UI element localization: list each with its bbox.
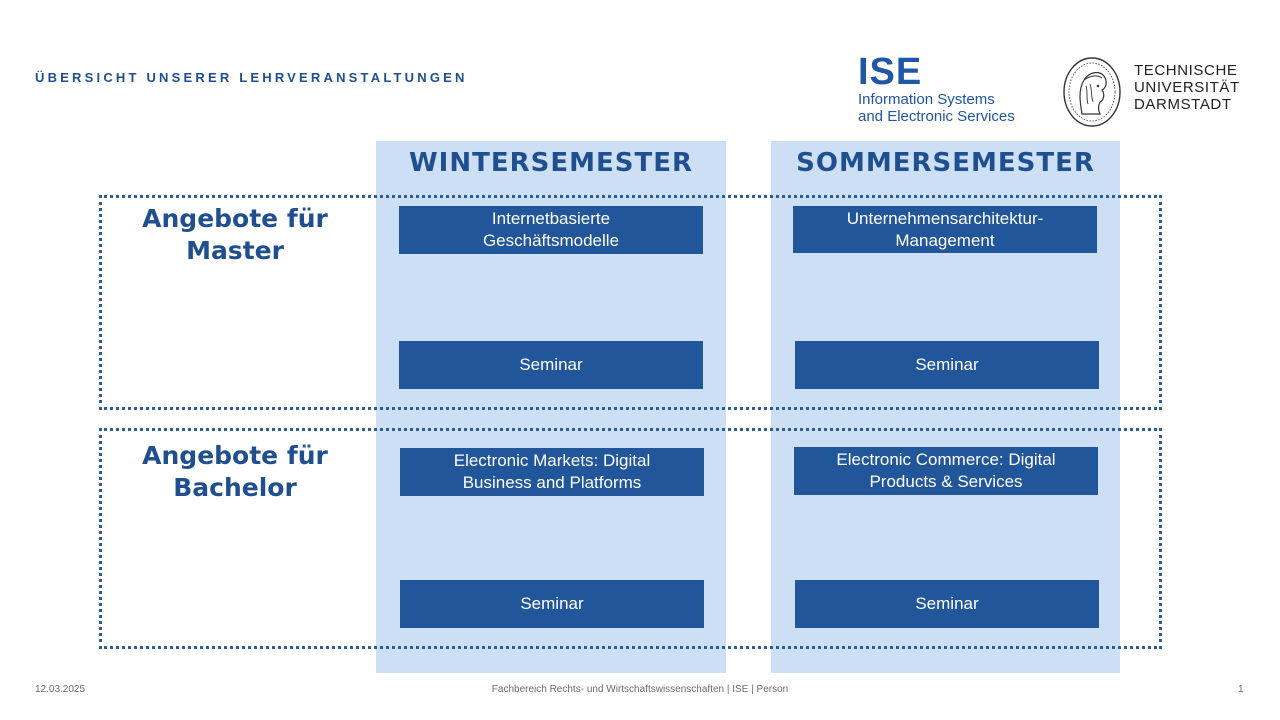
master-label	[110, 203, 360, 267]
course-line: Geschäftsmodelle	[482, 231, 620, 250]
course-line: Business and Platforms	[462, 473, 642, 492]
footer-center: Fachbereich Rechts- und Wirtschaftswissenschaften | ISE | Person	[491, 684, 789, 695]
ise-logo-line1: Information Systems	[858, 91, 995, 108]
tud-line3: DARMSTADT	[1134, 96, 1232, 113]
course-unternehmensarchitektur-management[interactable]	[793, 206, 1097, 253]
course-line: Management	[895, 230, 995, 250]
tud-line1: TECHNISCHE	[1134, 62, 1238, 79]
course-electronic-markets[interactable]	[400, 448, 704, 496]
course-electronic-commerce[interactable]	[794, 447, 1098, 495]
course-line: Electronic Commerce: Digital	[836, 450, 1056, 469]
winter-header: WINTERSEMESTER	[409, 148, 693, 178]
tud-line2: UNIVERSITÄT	[1134, 79, 1240, 96]
bachelor-label	[110, 440, 360, 504]
master-label-line2: Master	[186, 236, 284, 265]
course-line: Unternehmensarchitektur-	[846, 208, 1044, 228]
course-internetbasierte-geschaeftsmodelle[interactable]	[399, 206, 703, 254]
bachelor-winter-seminar[interactable]	[400, 580, 704, 628]
bachelor-label-line1: Angebote für	[142, 441, 328, 470]
master-label-line1: Angebote für	[142, 204, 328, 233]
master-summer-seminar[interactable]	[795, 341, 1099, 389]
ise-logo-line2: and Electronic Services	[858, 108, 1015, 125]
footer-page-number: 1	[1238, 684, 1244, 695]
bachelor-summer-seminar[interactable]	[795, 580, 1099, 628]
seminar-label: Seminar	[520, 594, 584, 613]
tud-wordmark	[1134, 62, 1240, 113]
summer-header: SOMMERSEMESTER	[796, 148, 1095, 178]
course-line: Electronic Markets: Digital	[453, 451, 651, 470]
ise-logo	[858, 51, 1015, 125]
course-line: Products & Services	[869, 472, 1023, 491]
tud-logo	[1062, 56, 1252, 130]
slide-title: ÜBERSICHT UNSERER LEHRVERANSTALTUNGEN	[35, 70, 468, 85]
seminar-label: Seminar	[915, 355, 979, 374]
course-line: Internetbasierte	[491, 209, 611, 228]
footer-date: 12.03.2025	[35, 684, 86, 695]
seminar-label: Seminar	[519, 355, 583, 374]
seminar-label: Seminar	[915, 594, 979, 613]
athena-seal-icon	[1062, 56, 1122, 128]
ise-logo-mark: ISE	[858, 51, 923, 93]
bachelor-label-line2: Bachelor	[173, 473, 297, 502]
master-winter-seminar[interactable]	[399, 341, 703, 389]
